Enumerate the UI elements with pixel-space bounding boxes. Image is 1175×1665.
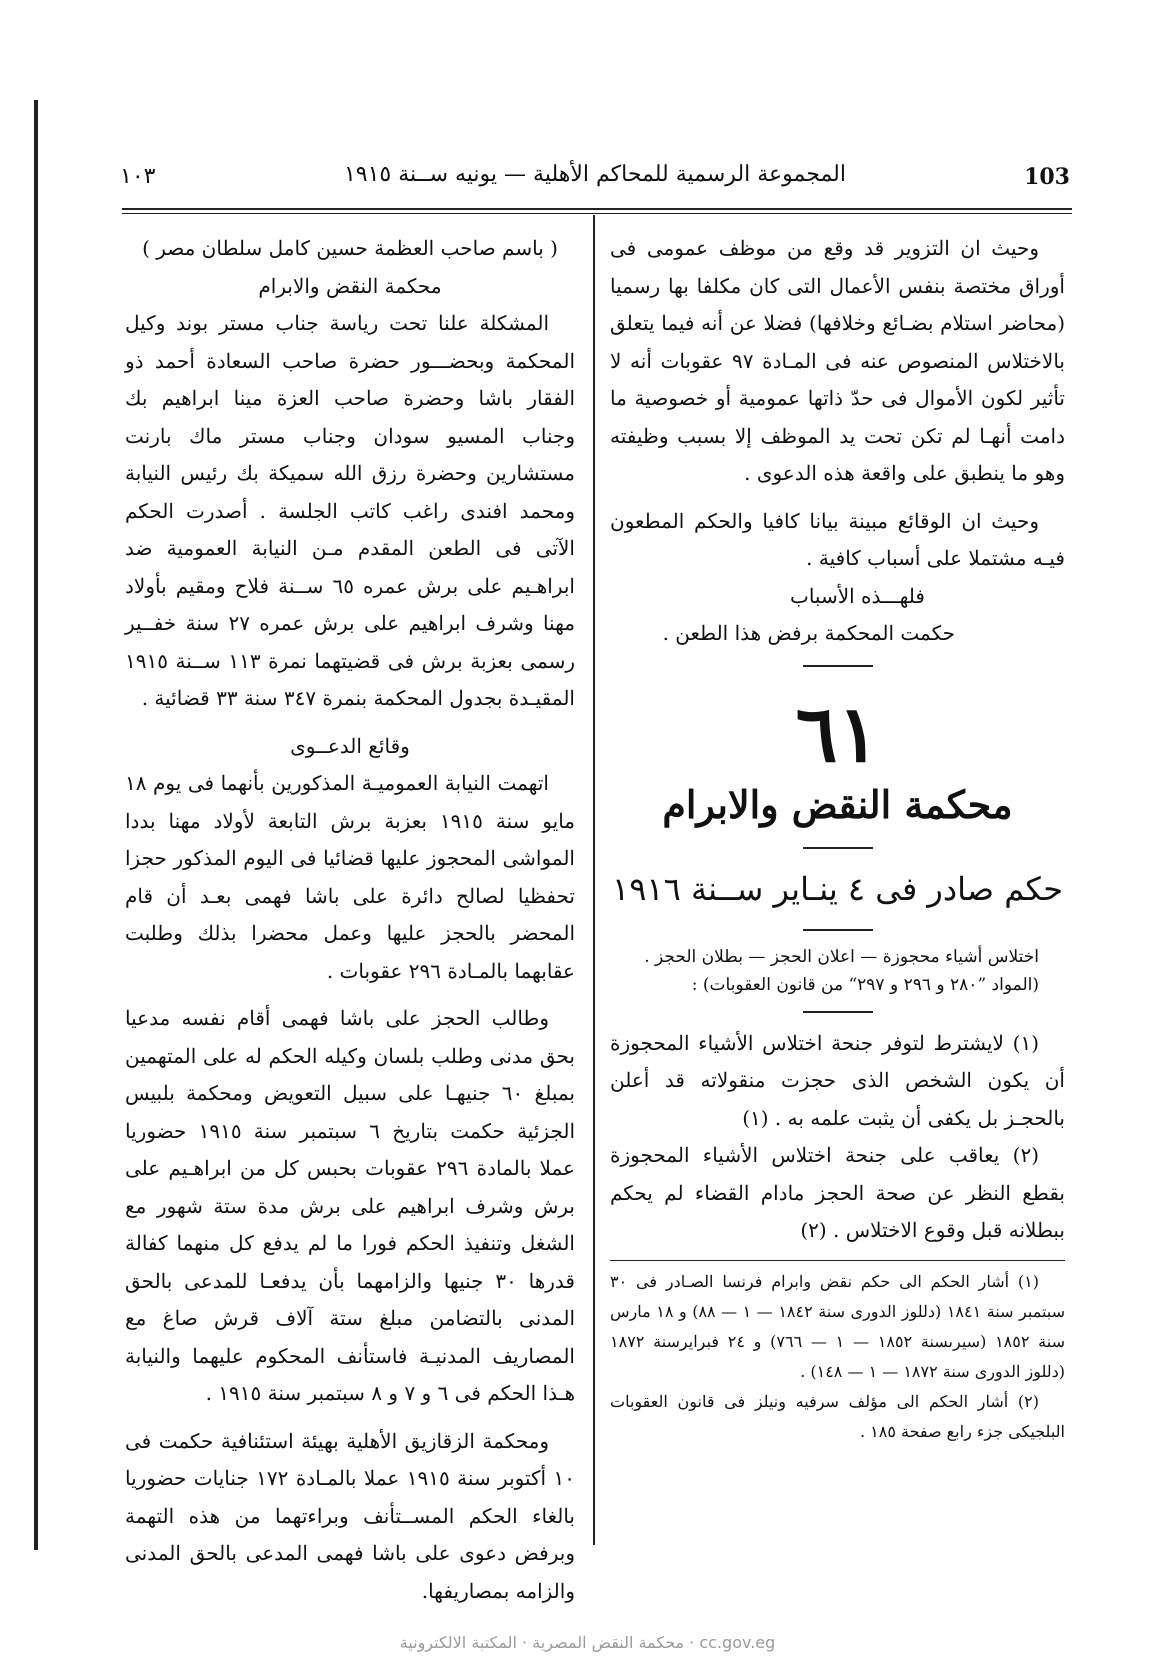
for-these-reasons: فلهـــذه الأسباب [790, 583, 925, 608]
summary-line-1: اختلاس أشياء محجوزة — اعلان الحجز — بطلان الحجز . [644, 946, 1039, 967]
court-composition: المشكلة علنا تحت رياسة جناب مستر بوند وكيل المحكمة وبحضـــور حضرة صاحب السعادة أحمد ذو الفقار باشا وحضرة صاحب العزة مينا ابراهيم بك وجناب المسيو سودان وجناب مستر ماك بارنت مستشارين وحضرة رزق الله سميكة بك رئيس النيابة ومحمد افندى راغب كاتب الجلسة . أصدرت الحكم الآتى فى الطعن المقدم مـن النيابة العمومية ضد ابراهـيم على برش عمره ٦٥ ســنة فلاح ومقيم بأولاد مهنا وشرف ابراهيم على برش عمره ٢٧ سنة خفــير رسمى بعزبة برش فى قضيتهما نمرة ١١٣ ســنة ١٩١٥ المقيـدة بجدول المحكمة بنمرة ٣٤٧ سنة ٣٣ قضائية . [125, 311, 576, 710]
facts-paragraph-3: ومحكمة الزقازيق الأهلية بهيئة استئنافية حكمت فى ١٠ أكتوبر سنة ١٩١٥ عملا بالمـادة ١٧٢ جنايات حضوريا بالغاء الحكم المســتأنف وبراءتهما من هذه التهمة وبرفض دعوى على باشا فهمى المدعى بالحق المدنى والزامه بمصاريفها. [125, 1428, 575, 1603]
facts-paragraph-2: وطالب الحجز على باشا فهمى أقام نفسه مدعيا بحق مدنى وطلب بلسان وكيله الحكم له على المتهمين بمبلغ ٦٠ جنيهـا على سبيل التعويض ومحكمة بلبيس الجزئية حكمت بتاريخ ٦ سبتمبر سنة ١٩١٥ حضوريا عملا بالمادة ٢٩٦ عقوبات بحبس كل من ابراهـيم على برش وشرف ابراهيم على برش مدة ستة شهور مع الشغل وتنفيذ الحكم فورا ما لم يدفع كل منهما كفالة قدرها ٣٠ جنيها والزامهما بأن يدفعـا للمدعى بالحق المدنى بالتضامن مبلغ ستة آلاف قرش صاغ مع المصاريف المدنيـة فاستأنف المحكوم عليهما والنيابة هـذا الحكم فى ٦ و ٧ و ٨ سبتمبر سنة ١٩١٥ . [125, 1006, 575, 1405]
ruling-text: حكمت المحكمة برفض هذا الطعن . [662, 621, 955, 645]
footnote-rule [610, 1260, 1065, 1261]
separator-rule [803, 665, 873, 667]
header-title: المجموعة الرسمية للمحاكم الأهلية — يونيه ســنة ١٩١٥ [343, 162, 846, 187]
header-rule [122, 208, 1072, 214]
margin-line [34, 100, 38, 1550]
right-column [610, 230, 1065, 1447]
legal-principle-2: (٢) يعاقب على جنحة اختلاس الأشياء المحجوزة بقطع النظر عن صحة الحجز مادام القضاء لم يحكم ببطلانه قبل وقوع الاختلاس . (٢) [610, 1143, 1065, 1242]
column-divider [593, 215, 595, 1545]
facts-paragraph-1: اتهمت النيابة العموميـة المذكورين بأنهما فى يوم ١٨ مايو سنة ١٩١٥ بعزبة برش التابعة لأولاد مهنا بددا المواشى المحجوز عليها قضائيا فى اليوم المذكور حجزا تحفظيا لصالح دائرة على باشا فهمى بعـد أن قام المحضر بالحجز عليها وعمل محضرا بذلك وطلبت عقابهما بالمـادة ٢٩٦ عقوبات . [125, 771, 576, 983]
decision-title: حكم صادر فى ٤ ينـاير ســنة ١٩١٦ [612, 869, 1063, 908]
court-name-heading: محكمة النقض والابرام [662, 781, 1013, 827]
invocation: ( باسم صاحب العظمة حسين كامل سلطان مصر ) [142, 236, 558, 260]
separator-rule [803, 1011, 873, 1013]
page-number: 103 [1024, 164, 1070, 190]
case-number: ٦١ [795, 688, 880, 780]
summary-line-2: (المواد ”٢٨٠ و ٢٩٦ و ٢٩٧“ من قانون العقوبات) : [691, 974, 1039, 995]
reasoning-paragraph-1: وحيث ان التزوير قد وقع من موظف عمومى فى أوراق مختصة بنفس الأعمال التى كان مكلفا بها رسميا (محاضر استلام بضـائع وخلافها) فضلا عن أنه فيما يتعلق بالاختلاس المنصوص عنه فى المـادة ٩٧ عقوبات أنه لا تأثير لكون الأموال فى حدّ ذاتها عمومية أو خصوصية ما دامت أنهـا لم تكن تحت يد الموظف إلا بسبب وظيفته وهو ما ينطبق على واقعة هذه الدعوى . [610, 236, 1065, 485]
legal-principle-1: (١) لايشترط لتوفر جنحة اختلاس الأشياء المحجوزة أن يكون الشخص الذى حجزت منقولاته قد أعلن بالحجـز بل يكفى أن يثبت علمه به . (١) [610, 1030, 1065, 1130]
footnote-1: (١) أشار الحكم الى حكم نقض وابرام فرنسا الصـادر فى ٣٠ سبتمبر سنة ١٨٤١ (دللوز الدورى سنة ١٨٤٢ — ١ — ٨٨) و ١٨ مارس سنة ١٨٥٢ (سيرىسنة ١٨٥٢ — ١ — ٧٦٦) و ٢٤ فبرايرسنة ١٨٧٢ (دللوز الدورى سنة ١٨٧٢ — ١ — ١٤٨) . [610, 1271, 1066, 1381]
facts-heading: وقائع الدعــوى [290, 733, 410, 758]
page-header [120, 160, 1070, 200]
page-number-arabic: ١٠٣ [120, 164, 156, 189]
separator-rule [803, 847, 873, 849]
court-name: محكمة النقض والابرام [258, 273, 442, 298]
reasoning-paragraph-2: وحيث ان الوقائع مبينة بيانا كافيا والحكم المطعون فيـه مشتملا على أسباب كافية . [610, 508, 1065, 570]
footnote-2: (٢) أشار الحكم الى مؤلف سرفيه ونيلز فى قانون العقوبات البلجيكى جزء رابع صفحة ١٨٥ . [610, 1391, 1065, 1441]
left-column [125, 230, 575, 1610]
separator-rule [803, 929, 873, 931]
watermark-footer: محكمة النقض المصرية · المكتبة الالكترونية · cc.gov.eg [399, 1633, 776, 1652]
